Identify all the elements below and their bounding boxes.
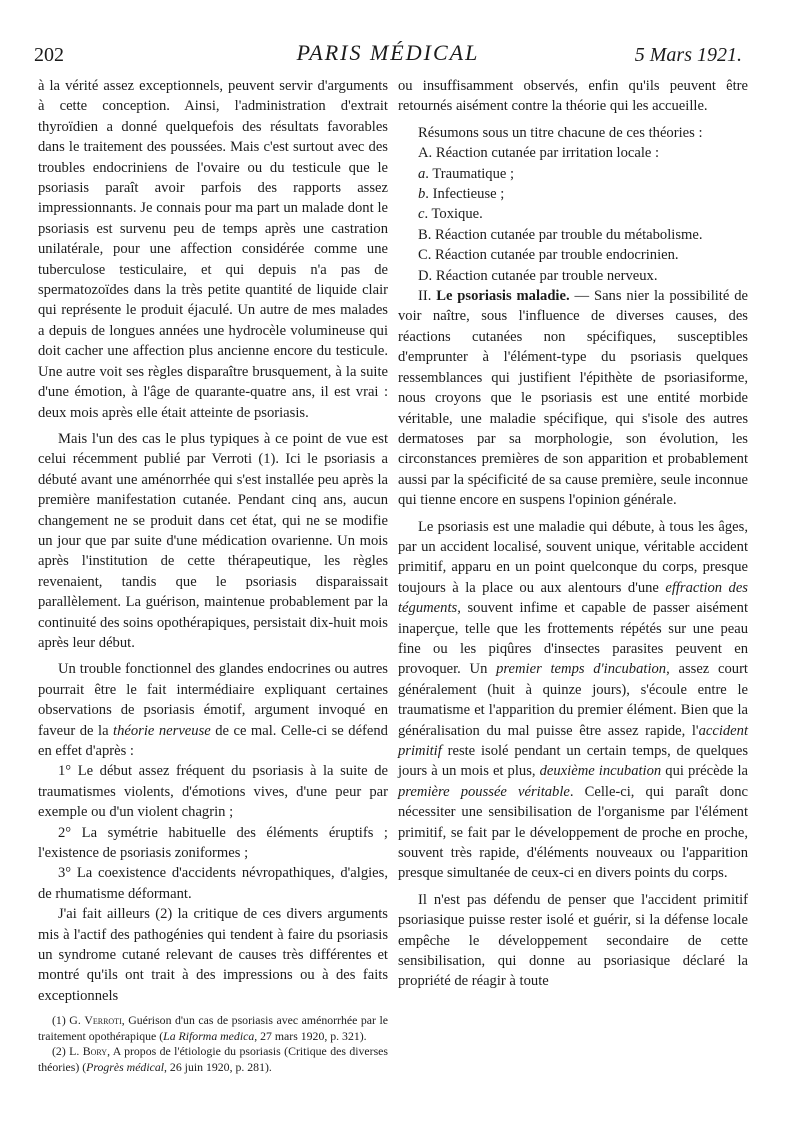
section-paragraph: II. Le psoriasis maladie. — Sans nier la possibilité de voir naître, sous l'influence de diverses causes, des réactions cutanées non spécifiques, susceptibles d'emprunter à l'élément-type du psoriasis quelques ressemblances qui justifient l'épithète de psoriasiforme, nous croyons que le psoriasis est une entité morbide véritable, une maladie spécifique, qui s'isole des autres dermatoses par sa morphologie, son évolution, les circonstances premières de son apparition et probablement aussi par la spécificité de sa cause première, seule inconnue qui tienne encore en suspens l'opinion générale.: [398, 288, 748, 509]
paragraph: Mais l'un des cas le plus typiques à ce point de vue est celui récemment publié par Verroti (1). Ici le psoriasis a débuté avant une aménorrhée qui s'est installée peu après la première manifestation cutanée. Pendant cinq ans, aucun changement ne se produit dans cet état, qui ne se modifie un jour que par suite d'une médication ovarienne. Un mois après l'institution de cette thérapeutique, les règles revenaient, tandis que le psoriasis disparaissait parallèlement. La guérison, maintenue probablement par la continuité des soins opothérapiques, persistait dix-huit mois après leur début.: [38, 430, 388, 651]
page-header: [34, 40, 742, 70]
paragraph: Résumons sous un titre chacune de ces théories :: [418, 124, 703, 141]
list-item: 1° Le début assez fréquent du psoriasis à la suite de traumatismes violents, d'émotions vives, d'une peur par exemple ou d'un violent chagrin ;: [38, 763, 388, 821]
footnote: (2) L. Bory, A propos de l'étiologie du psoriasis (Critique des diverses théories) (Progrès médical, 26 juin 1920, p. 281).: [38, 1044, 388, 1075]
list-item: a. Traumatique ;: [418, 165, 515, 182]
list-item: A. Réaction cutanée par irritation locale :: [418, 145, 660, 162]
list-item: C. Réaction cutanée par trouble endocrinien.: [418, 247, 679, 264]
right-column: [398, 76, 748, 992]
paragraph: Le psoriasis est une maladie qui débute, à tous les âges, par un accident localisé, souvent unique, véritable accident primitif, apparu en un point quelconque du corps, presque toujours à la place ou aux alentours d'une effraction des téguments, souvent infime et capable de passer aisément inaperçue, telle que les frottements répétés sur une peau fine ou les piqûres d'insectes parasites peuvent en provoquer. Un premier temps d'incubation, assez court généralement (huit à quinze jours), s'écoule entre le traumatisme et l'apparition du premier élément. Bien que la généralisation du mal puisse être assez rapide, l'accident primitif reste isolé pendant un certain temps, de quelques jours à un mois et plus, deuxième incubation qui précède la première poussée véritable. Celle-ci, qui paraît donc nécessiter une sensibilisation de l'organisme par l'élément primitif, se fait par le développement de proche en proche, souvent très rapide, d'éléments nouveaux ou l'apparition presque simultanée de ceux-ci en divers points du corps.: [398, 518, 748, 882]
issue-date: 5 Mars 1921.: [634, 44, 742, 66]
left-column: [38, 76, 388, 1076]
list-item: B. Réaction cutanée par trouble du métabolisme.: [418, 226, 703, 243]
section-heading: Le psoriasis maladie.: [436, 288, 570, 305]
list-item: b. Infectieuse ;: [418, 186, 505, 203]
journal-title: PARIS MÉDICAL: [296, 40, 480, 65]
footnote: (1) G. Verroti, Guérison d'un cas de psoriasis avec aménorrhée par le traitement opothérapique (La Riforma medica, 27 mars 1920, p. 321).: [38, 1013, 389, 1043]
footnotes: [38, 1013, 388, 1075]
list-item: D. Réaction cutanée par trouble nerveux.: [418, 267, 658, 284]
paragraph: ou insuffisamment observés, enfin qu'ils peuvent être retournés aisément contre la théorie qui les accueille.: [398, 78, 748, 115]
paragraph: à la vérité assez exceptionnels, peuvent servir d'arguments à cette conception. Ainsi, l'administration d'extrait thyroïdien a donné quelquefois des résultats favorables dans le traitement des poussées. Mais c'est surtout avec des troubles endocriniens de l'ovaire ou du testicule que le psoriasis paraît avoir parfois des rapports assez impressionnants. Je connais pour ma part un malade dont le psoriasis est survenu peu de temps après une castration unilatérale, pour une affection considérée comme une tuberculose testiculaire, et qui depuis n'a pas de spermatozoïdes dans la très petite quantité de liquide clair qui représente le produit éjaculé. Un autre de mes malades a depuis de longues années une hydrocèle volumineuse qui doit cacher une affection plus ancienne encore du testicule. Une autre voit ses règles disparaître brusquement, à la suite d'une émotion, à l'âge de quarante-quatre ans, il est vrai : deux mois après elle était atteinte de psoriasis.: [38, 78, 388, 421]
list-item: 3° La coexistence d'accidents névropathiques, d'algies, de rhumatisme déformant.: [38, 865, 388, 902]
list-item: 2° La symétrie habituelle des éléments éruptifs ; l'existence de psoriasis zoniformes ;: [38, 824, 388, 862]
paragraph: Il n'est pas défendu de penser que l'accident primitif psoriasique puisse rester isolé et guérir, si la défense locale empêche le développement secondaire de cette sensibilisation, qui donne au psoriasique déclaré la propriété de réagir à toute: [398, 891, 748, 990]
list-item: c. Toxique.: [418, 206, 483, 223]
paragraph: Un trouble fonctionnel des glandes endocrines ou autres pourrait être le fait intermédiaire expliquant certaines observations de psoriasis émotif, argument invoqué en faveur de la théorie nerveuse de ce mal. Celle-ci se défend en effet d'après :: [38, 661, 388, 759]
paragraph: J'ai fait ailleurs (2) la critique de ces divers arguments mis à l'actif des pathogénies qui tendent à faire du psoriasis un syndrome cutané relevant de causes très différentes et montré qu'ils ont trait à des impressions ou à des faits exceptionnels: [38, 906, 388, 1004]
page-number: 202: [34, 44, 64, 66]
